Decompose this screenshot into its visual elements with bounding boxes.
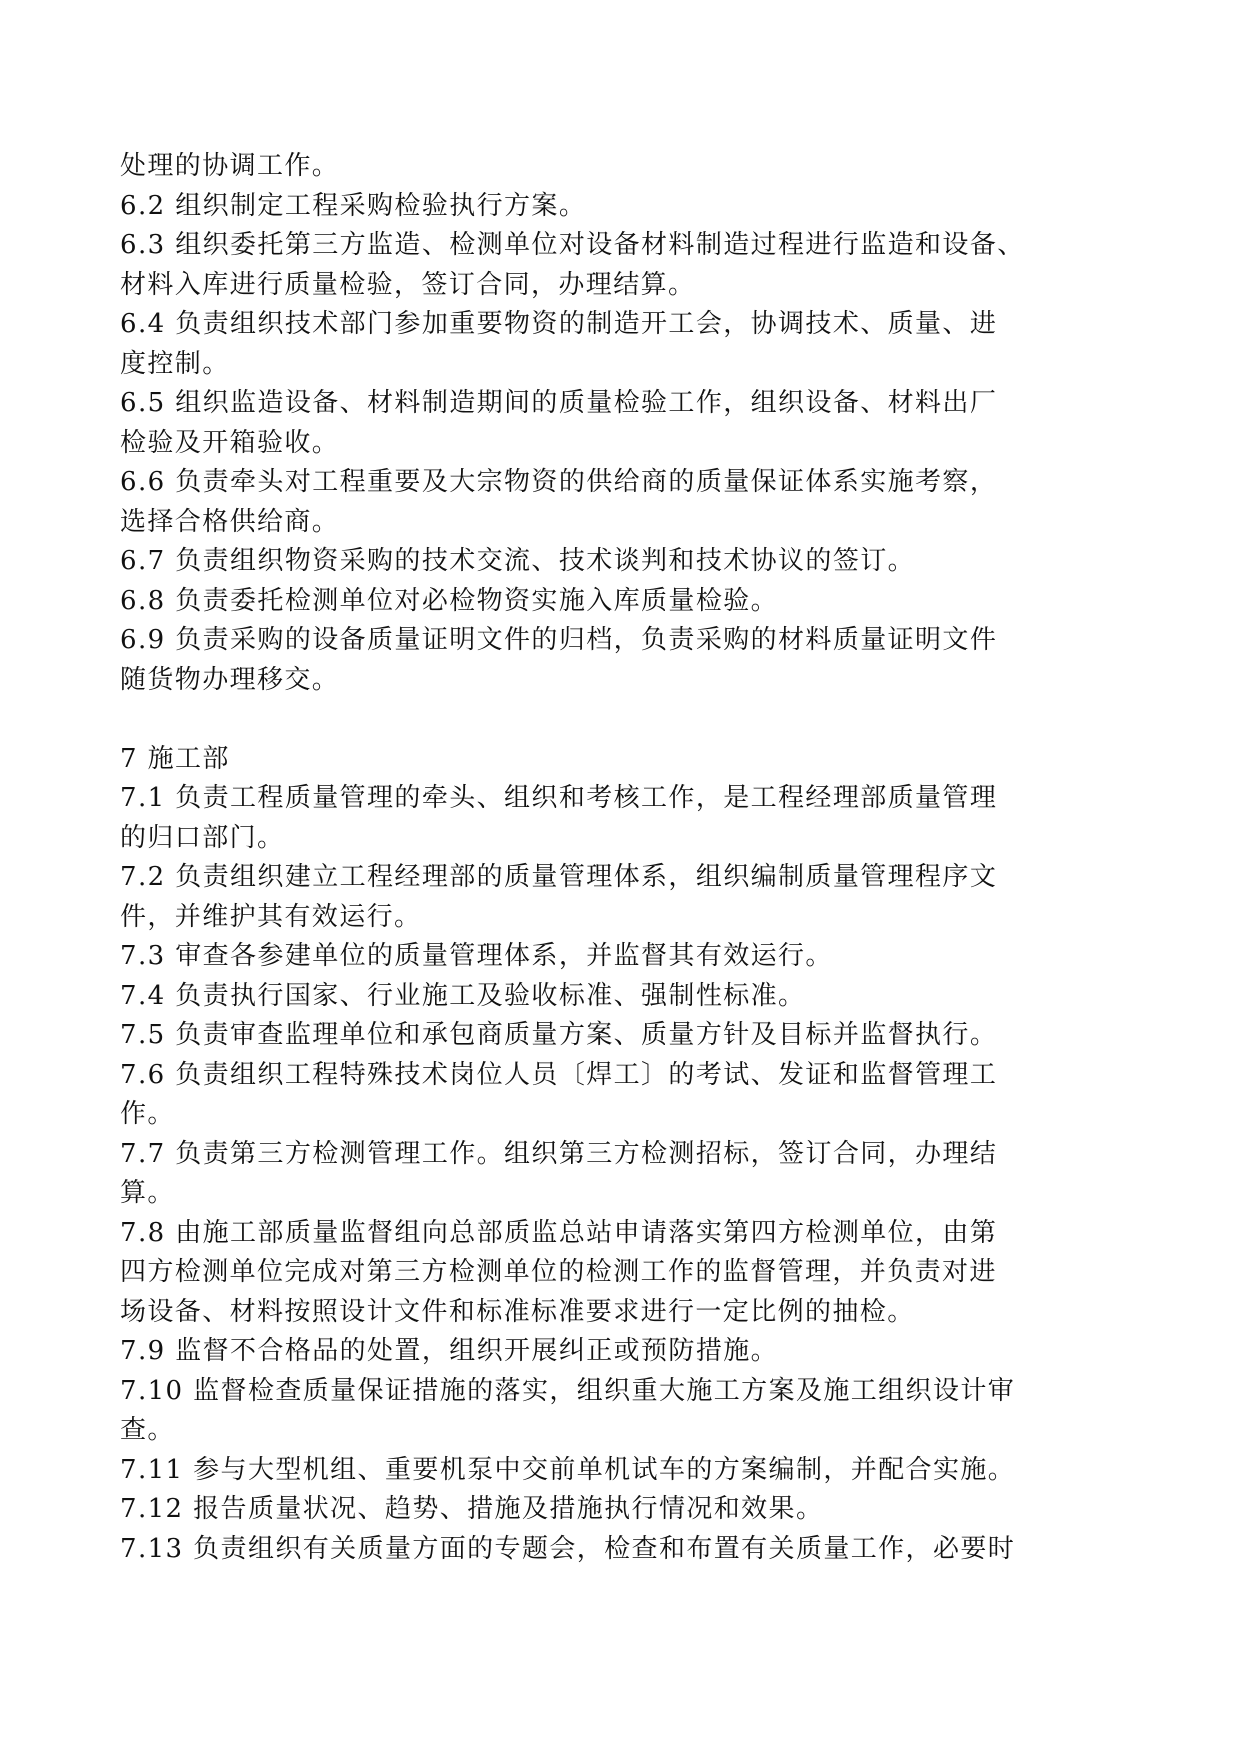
section-heading: 7 施工部 (120, 743, 230, 774)
document-page (120, 147, 1130, 1569)
text-line: 7.12 报告质量状况、趋势、措施及措施执行情况和效果。 (120, 1494, 824, 1524)
text-line: 检验及开箱验收。 (120, 427, 340, 458)
blank-line (120, 700, 1130, 740)
text-line: 6.4 负责组织技术部门参加重要物资的制造开工会，协调技术、质量、进 (120, 309, 998, 339)
text-line: 查。 (120, 1415, 175, 1445)
text-line: 7.1 负责工程质量管理的牵头、组织和考核工作，是工程经理部质量管理 (120, 783, 998, 813)
text-line: 度控制。 (120, 348, 230, 379)
text-line: 7.8 由施工部质量监督组向总部质监总站申请落实第四方检测单位，由第 (120, 1217, 998, 1248)
text-line: 作。 (120, 1099, 175, 1129)
text-line: 7.4 负责执行国家、行业施工及验收标准、强制性标准。 (120, 980, 806, 1011)
text-line: 7.6 负责组织工程特殊技术岗位人员〔焊工〕的考试、发证和监督管理工 (120, 1059, 998, 1090)
text-line: 的归口部门。 (120, 822, 285, 853)
text-line: 材料入库进行质量检验，签订合同，办理结算。 (120, 269, 696, 300)
text-line: 7.11 参与大型机组、重要机泵中交前单机试车的方案编制，并配合实施。 (120, 1454, 1016, 1485)
text-line: 7.13 负责组织有关质量方面的专题会，检查和布置有关质量工作，必要时 (120, 1533, 1016, 1564)
text-line: 6.6 负责牵头对工程重要及大宗物资的供给商的质量保证体系实施考察， (120, 467, 998, 497)
text-line: 7.9 监督不合格品的处置，组织开展纠正或预防措施。 (120, 1336, 779, 1366)
text-line: 6.3 组织委托第三方监造、检测单位对设备材料制造过程进行监造和设备、 (120, 230, 1025, 260)
text-line: 7.10 监督检查质量保证措施的落实，组织重大施工方案及施工组织设计审 (120, 1375, 1016, 1406)
text-line: 场设备、材料按照设计文件和标准标准要求进行一定比例的抽检。 (120, 1296, 915, 1327)
text-line: 6.7 负责组织物资采购的技术交流、技术谈判和技术协议的签订。 (120, 546, 916, 576)
text-line: 7.3 审查各参建单位的质量管理体系，并监督其有效运行。 (120, 941, 833, 971)
text-line: 四方检测单位完成对第三方检测单位的检测工作的监督管理，并负责对进 (120, 1257, 997, 1287)
text-line: 6.2 组织制定工程采购检验执行方案。 (120, 190, 587, 221)
text-line: 7.7 负责第三方检测管理工作。组织第三方检测招标，签订合同，办理结 (120, 1138, 998, 1169)
text-line: 6.8 负责委托检测单位对必检物资实施入库质量检验。 (120, 585, 779, 616)
text-line: 选择合格供给商。 (120, 506, 340, 537)
text-line: 随货物办理移交。 (120, 664, 340, 695)
text-line: 件，并维护其有效运行。 (120, 901, 422, 932)
text-line: 算。 (120, 1178, 175, 1208)
text-line: 处理的协调工作。 (120, 151, 340, 181)
text-line: 7.2 负责组织建立工程经理部的质量管理体系，组织编制质量管理程序文 (120, 862, 998, 892)
text-line: 7.5 负责审查监理单位和承包商质量方案、质量方针及目标并监督执行。 (120, 1020, 998, 1050)
text-line: 6.9 负责采购的设备质量证明文件的归档，负责采购的材料质量证明文件 (120, 625, 998, 655)
text-line: 6.5 组织监造设备、材料制造期间的质量检验工作，组织设备、材料出厂 (120, 388, 998, 418)
